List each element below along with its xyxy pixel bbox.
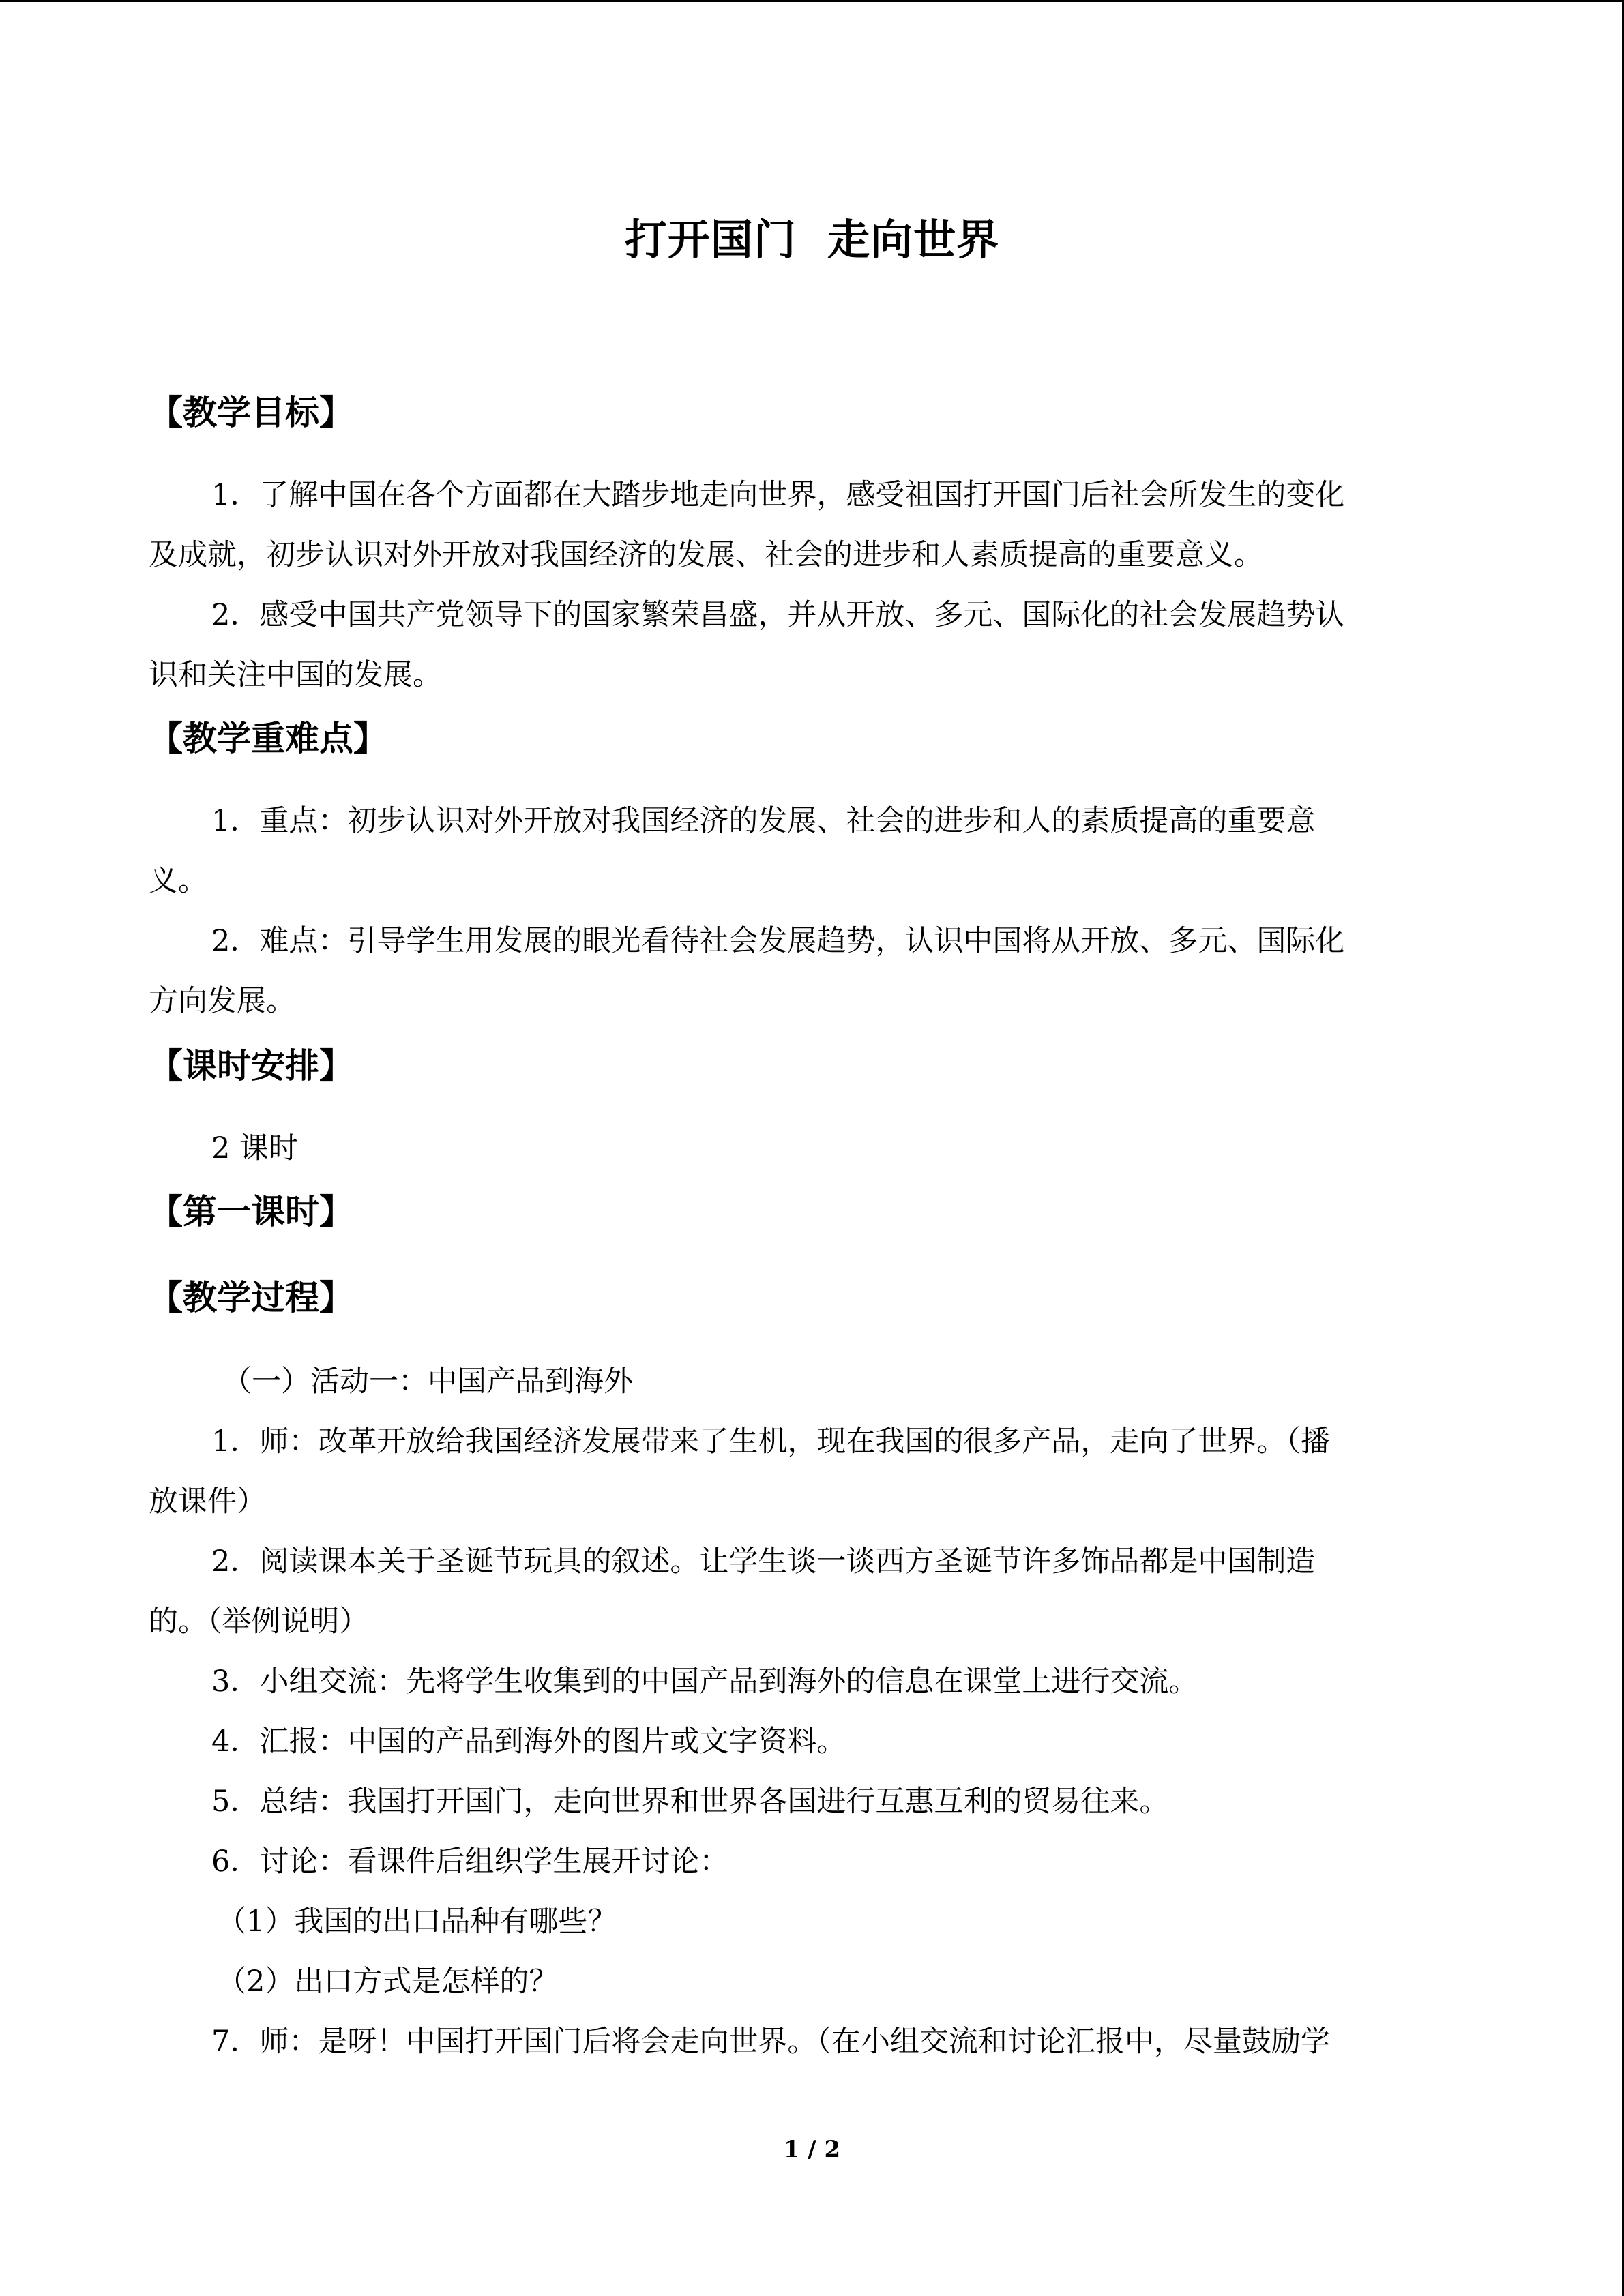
activity-title: （一）活动一：中国产品到海外	[222, 1365, 633, 1399]
objective-item-1	[149, 465, 1473, 585]
document-title: 打开国门 走向世界	[624, 215, 1000, 265]
process-item-6-sub-2: （2）出口方式是怎样的？	[217, 1965, 559, 1999]
objective-item-2	[149, 585, 1473, 705]
objective-item-1-line-1: 1．了解中国在各个方面都在大踏步地走向世界，感受祖国打开国门后社会所发生的变化	[211, 478, 1345, 512]
key-point-item-2-line-1: 2．难点：引导学生用发展的眼光看待社会发展趋势，认识中国将从开放、多元、国际化	[211, 924, 1345, 958]
objective-item-2-line-2: 识和关注中国的发展。	[149, 658, 442, 692]
process-item-1-line-2: 放课件）	[149, 1485, 266, 1519]
objective-item-2-line-1: 2．感受中国共产党领导下的国家繁荣昌盛，并从开放、多元、国际化的社会发展趋势认	[211, 598, 1345, 632]
process-item-6: 6．讨论：看课件后组织学生展开讨论：	[211, 1845, 729, 1879]
process-item-1	[149, 1412, 1473, 1532]
process-item-6-sub-1: （1）我国的出口品种有哪些？	[217, 1905, 617, 1939]
key-point-item-2	[149, 911, 1473, 1031]
section-heading-objectives: 【教学目标】	[149, 393, 353, 432]
section-heading-first-lesson: 【第一课时】	[149, 1192, 353, 1232]
key-point-item-1-line-1: 1．重点：初步认识对外开放对我国经济的发展、社会的进步和人的素质提高的重要意	[211, 804, 1316, 838]
process-item-5: 5．总结：我国打开国门，走向世界和世界各国进行互惠互利的贸易往来。	[211, 1785, 1169, 1819]
process-item-1-line-1: 1．师：改革开放给我国经济发展带来了生机，现在我国的很多产品，走向了世界。（播	[211, 1425, 1330, 1459]
process-item-4: 4．汇报：中国的产品到海外的图片或文字资料。	[211, 1725, 846, 1759]
process-item-2-line-1: 2．阅读课本关于圣诞节玩具的叙述。让学生谈一谈西方圣诞节许多饰品都是中国制造	[211, 1545, 1316, 1579]
objective-item-1-line-2: 及成就，初步认识对外开放对我国经济的发展、社会的进步和人素质提高的重要意义。	[149, 538, 1263, 572]
section-heading-schedule: 【课时安排】	[149, 1046, 353, 1086]
page-number: 1 / 2	[783, 2136, 841, 2163]
section-heading-key-points: 【教学重难点】	[149, 719, 387, 758]
schedule-text: 2 课时	[211, 1131, 299, 1165]
key-point-item-1-line-2: 义。	[149, 864, 207, 898]
key-point-item-2-line-2: 方向发展。	[149, 984, 295, 1018]
process-item-2	[149, 1532, 1473, 1652]
process-item-3: 3．小组交流：先将学生收集到的中国产品到海外的信息在课堂上进行交流。	[211, 1665, 1198, 1699]
key-point-item-1	[149, 791, 1473, 911]
process-item-7: 7．师：是呀！中国打开国门后将会走向世界。（在小组交流和讨论汇报中，尽量鼓励学	[211, 2025, 1330, 2059]
section-heading-process: 【教学过程】	[149, 1278, 353, 1317]
process-item-2-line-2: 的。（举例说明）	[149, 1605, 369, 1639]
